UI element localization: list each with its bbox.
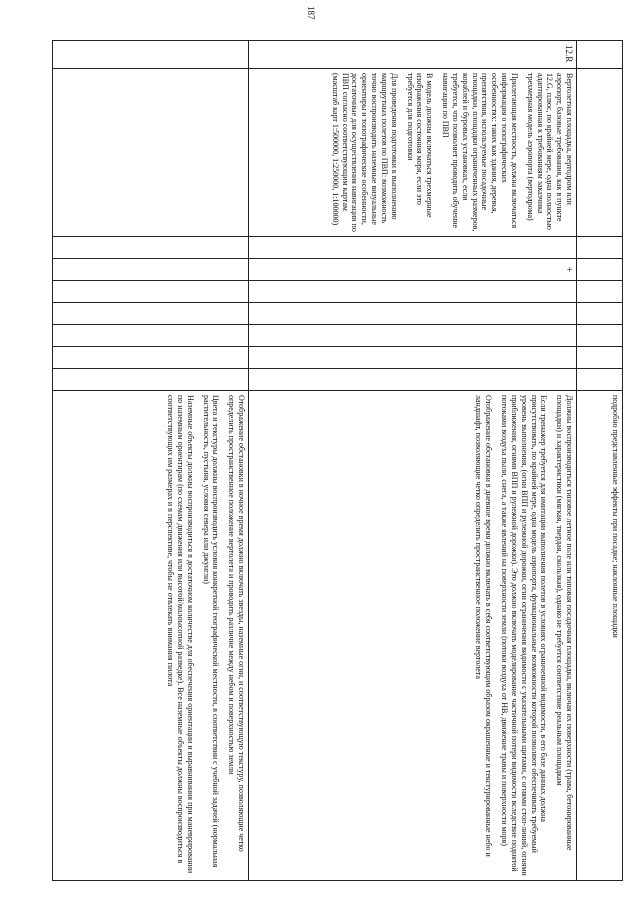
cell-notes [249, 391, 577, 881]
cell-requirements [249, 69, 577, 237]
note-paragraph: Наземные объекты должны воспроизводиться в достаточном количестве для обеспечения ориентации и выравнивания при маневрировании по наземным ориентирам (по схемам движения или высотой/малоысотной разведке). Все наземные объекты должны воспроизводиться в соответствующих им размерах и в перспективе, чтобы не отвлекать внимания пилота [166, 395, 195, 874]
row-code: 12.R [249, 41, 577, 69]
table-row-bottom [53, 41, 249, 881]
page-number: 187 [306, 6, 316, 20]
rotated-table-wrapper [53, 40, 623, 880]
requirement-paragraph: Для проведения подготовки к выполнению маршрутных полетов по ПВП: возможность точно воспроизводить наземные визуальные ориентиры и топографические особенности, достаточные для осуществления навигации по ПВП согласно соответствующим картам (масштаб карт 1:500000, 1:250000, 1:100000) [330, 73, 399, 232]
applicability-mark: + [249, 259, 577, 281]
requirement-paragraph: Вертолетная площадка, вертодром или аэропорт, базовые требования, как в пункте 12.G, плюс, по крайней мере, одна полностью адаптированная к требованиям заказчика трехмерная модель аэропорта (вертодрома) [525, 73, 574, 230]
cell-requirements-top [577, 69, 623, 237]
requirement-paragraph: В модель должны включаться трехмерные изображения состояния моря, если это требуется для подготовки [405, 73, 435, 218]
note-paragraph: Отображение обстановки в ночное время должно включать звезды, наземные огни, и соответствующую текстуру, позволяющие четко определить пространственное положение вертолета и проводить различие между небом и поверхностью земли [227, 395, 246, 852]
note-paragraph: Если тренажер требуется для имитации выполнения полетов в условиях ограниченной видимости, в его базе данных должна присутствовать, по крайней мере, одна модель аэропорта, функциональные возможности которой позволяют обеспечивать требуемый уровень выполнения, (огни ВПП и рулежной дорожки, огни ограничения видимости с указательными щитами, с огнями стоп-линий, огнями приближения, огнями ВПП и рулежной дорожки). Это должно включать моделирование частичной потери видимости вследствие поднятой потоками воздуха пыли, снега, а также явлений на поверхности земли (потоки воздуха от НВ, движение травы и поверхности моря) [500, 395, 549, 876]
note-paragraph: Отображение обстановки в дневное время должно включать в себя соответствующим образом окрашенные и текстурированные небо и ландшафт, позволяющие четко определить пространственное положение вертолета [474, 395, 494, 857]
cell-code-top [577, 41, 623, 69]
table-row-12r [249, 41, 577, 881]
table-row-top [577, 41, 623, 881]
cell-notes-top [577, 391, 623, 881]
cell-notes-bottom [53, 391, 249, 881]
requirements-table [52, 40, 623, 881]
note-paragraph: Должны воспроизводиться типовое летное поле или типовая посадочная площадка, включая их поверхности (трава, бетонированные площадки) и характеристики (мягкая, твердая, скользкая), однако не требуется соответствие реальным площадкам [555, 395, 574, 851]
top-row-text: подробно представленные эффекты при посадке; наклонные площадки [611, 395, 620, 638]
note-paragraph: Цвета и текстуры должны воспроизводить условия конкретной географической местности, в соответствии с учебной задачей (нормальная растительность, пустыня, условия севера или джунгли) [201, 395, 221, 868]
requirement-paragraph: Прилегающая местность, должна включаться информация о топографических особенностях: таких как здания, деревья, препятствия, используемые посадочные площадки, площадки ограниченных размеров, кораблей и буровых установках, если требуется, что позволяет проводить обучение навигации по ПВП [441, 73, 519, 232]
